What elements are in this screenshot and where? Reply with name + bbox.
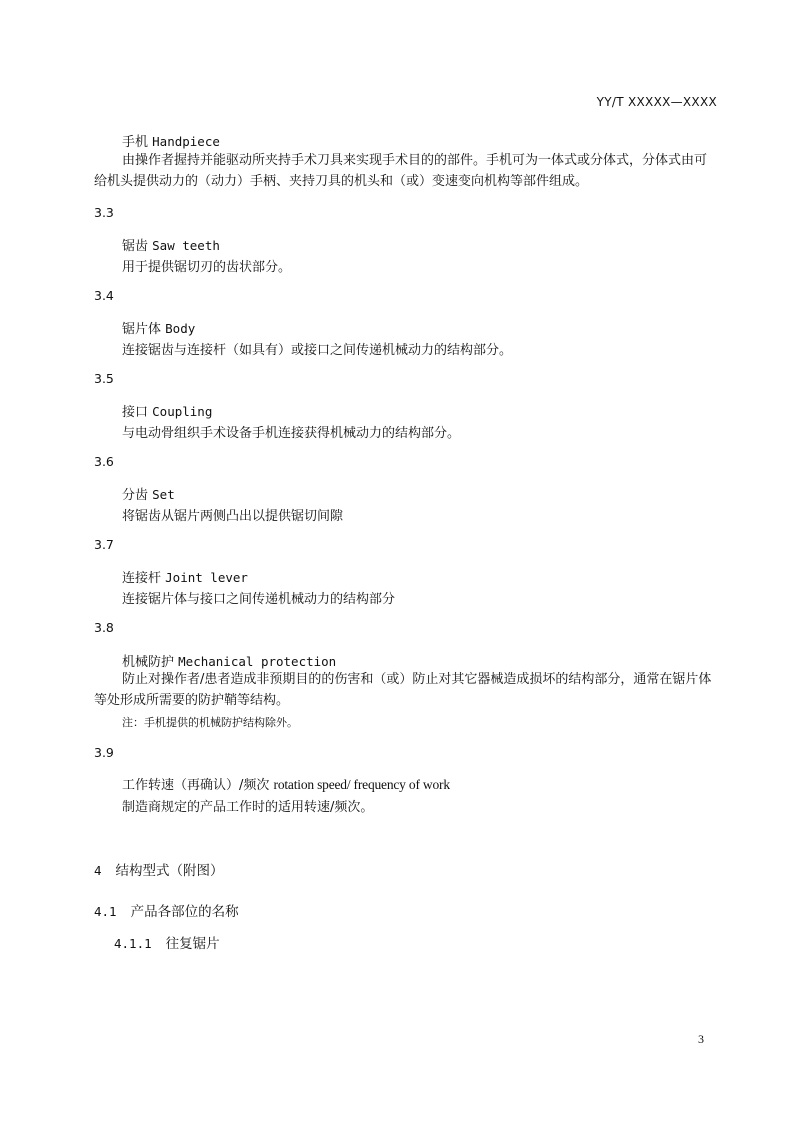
- term-title-en: Mechanical protection: [178, 654, 337, 669]
- term-title-cn: 机械防护: [122, 655, 175, 670]
- term-title-en: rotation speed/ frequency of work: [273, 777, 450, 792]
- term-title-body: [122, 318, 195, 337]
- term-note: 注：手机提供的机械防护结构除外。: [122, 716, 298, 729]
- term-title-handpiece: [122, 131, 220, 150]
- term-definition-handpiece: 由操作者握持并能驱动所夹持手术刀具来实现手术目的的部件。手机可为一体式或分体式，分体式由可给机头提供动力的（动力）手柄、夹持刀具的机头和（或）变速变向机构等部件组成。: [94, 153, 708, 189]
- section-heading: [94, 859, 224, 879]
- subsection-title: 产品各部位的名称: [130, 904, 239, 920]
- term-title-mechanical-protection: [122, 651, 336, 670]
- term-definition-saw-teeth: 用于提供锯切刃的齿状部分。: [122, 260, 292, 275]
- term-definition-body: 连接锯齿与连接杆（如具有）或接口之间传递机械动力的结构部分。: [122, 343, 513, 358]
- term-title-en: Body: [165, 321, 196, 336]
- standard-code-header: YY/T XXXXX—XXXX: [596, 95, 717, 109]
- term-number: 3.6: [94, 454, 114, 469]
- term-title-cn: 锯齿: [122, 239, 149, 254]
- term-definition-set: 将锯齿从锯片两侧凸出以提供锯切间隙: [122, 509, 344, 524]
- term-definition-joint-lever: 连接锯片体与接口之间传递机械动力的结构部分: [122, 592, 396, 607]
- term-number: 3.7: [94, 537, 114, 552]
- term-number: 3.8: [94, 620, 114, 635]
- term-title-coupling: [122, 401, 212, 420]
- term-title-cn: 分齿: [122, 488, 149, 503]
- term-title-cn: 工作转速（再确认）/频次: [122, 778, 270, 793]
- term-number: 3.3: [94, 205, 114, 220]
- subsection-heading: [94, 900, 239, 920]
- term-title-cn: 连接杆: [122, 571, 162, 586]
- subsubsection-heading: [114, 932, 220, 952]
- term-title-cn: 接口: [122, 405, 149, 420]
- term-title-en: Set: [152, 487, 175, 502]
- term-definition-coupling: 与电动骨组织手术设备手机连接获得机械动力的结构部分。: [122, 426, 461, 441]
- page-number: 3: [698, 1032, 704, 1046]
- subsubsection-title: 往复锯片: [165, 936, 220, 952]
- term-title-cn: 手机: [122, 135, 149, 150]
- term-title-rotation-speed: [122, 774, 450, 793]
- term-title-en: Joint lever: [165, 570, 248, 585]
- term-title-en: Coupling: [152, 404, 213, 419]
- term-number: 3.5: [94, 371, 114, 386]
- term-title-en: Saw teeth: [152, 238, 220, 253]
- term-title-cn: 锯片体: [122, 322, 162, 337]
- subsubsection-number: 4.1.1: [114, 936, 152, 951]
- term-title-saw-teeth: [122, 235, 220, 254]
- term-title-joint-lever: [122, 567, 248, 586]
- term-title-set: [122, 484, 175, 503]
- term-number: 3.4: [94, 288, 114, 303]
- subsection-number: 4.1: [94, 904, 117, 919]
- section-number: 4: [94, 863, 102, 878]
- term-definition-mechanical-protection: 防止对操作者/患者造成非预期目的的伤害和（或）防止对其它器械造成损坏的结构部分，通常在锯片体等处形成所需要的防护鞘等结构。: [94, 672, 712, 708]
- term-definition-rotation-speed: 制造商规定的产品工作时的适用转速/频次。: [122, 800, 374, 815]
- section-title: 结构型式（附图）: [115, 863, 224, 879]
- term-title-en: Handpiece: [152, 134, 220, 149]
- term-number: 3.9: [94, 745, 114, 760]
